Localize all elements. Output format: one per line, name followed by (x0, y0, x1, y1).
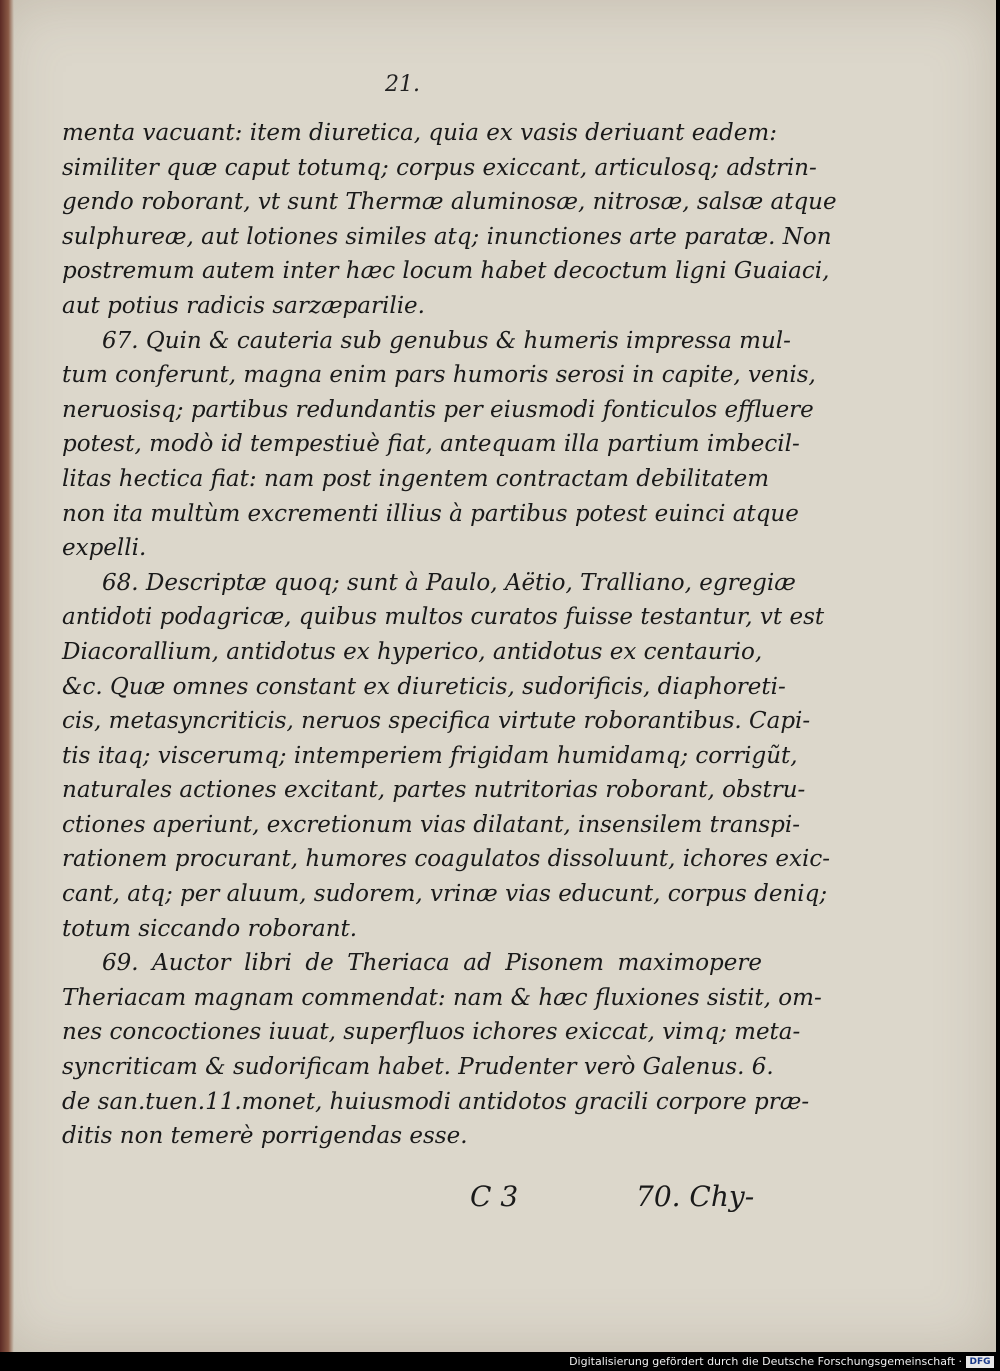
text-line: sulphureæ, aut lotiones similes atq; inunctiones arte paratæ. Non (62, 223, 832, 250)
credit-bar (0, 1352, 1000, 1371)
text-line: potest, modò id tempestiuè fiat, antequam illa partium imbecil- (62, 431, 800, 458)
text-line: menta vacuant: item diuretica, quia ex vasis deriuant eadem: (62, 120, 777, 146)
text-line: postremum autem inter hæc locum habet decoctum ligni Guaiaci, (62, 258, 830, 285)
text-line: totum siccando roborant. (62, 915, 358, 942)
page-number: 21. (385, 72, 420, 97)
signature-mark: C 3 (470, 1180, 519, 1213)
text-line: tum conferunt, magna enim pars humoris serosi in capite, venis, (62, 362, 816, 389)
text-line: similiter quæ caput totumq; corpus exiccant, articulosq; adstrin- (62, 154, 817, 181)
text-line: neruosisq; partibus redundantis per eiusmodi fonticulos effluere (62, 396, 814, 423)
page-text (62, 116, 837, 1154)
text-line: nes concoctiones iuuat, superfluos ichores exiccat, vimq; meta- (62, 1019, 801, 1046)
text-line: 67. Quin & cauteria sub genubus & humeris impressa mul- (102, 327, 791, 354)
text-line: de san.tuen.11.monet, huiusmodi antidotos gracili corpore præ- (62, 1088, 810, 1115)
text-line: tis itaq; viscerumq; intemperiem frigidam humidamq; corrigũt, (62, 742, 798, 769)
text-line: 68. Descriptæ quoq; sunt à Paulo, Aëtio, Tralliano, egregiæ (102, 569, 796, 596)
page-binding-edge (0, 0, 14, 1352)
text-line: aut potius radicis sarzæparilie. (62, 292, 425, 319)
text-line: Theriacam magnam commendat: nam & hæc fluxiones sistit, om- (62, 984, 822, 1011)
dfg-logo-icon: DFG (966, 1356, 994, 1368)
credit-text: Digitalisierung gefördert durch die Deutsche Forschungsgemeinschaft · (569, 1355, 962, 1368)
text-line: 69. Auctor libri de Theriaca ad Pisonem maximopere (102, 950, 762, 977)
text-line: antidoti podagricæ, quibus multos curatos fuisse testantur, vt est (62, 604, 825, 631)
text-line: non ita multùm excrementi illius à partibus potest euinci atque (62, 500, 799, 527)
text-line: naturales actiones excitant, partes nutritorias roborant, obstru- (62, 777, 806, 804)
text-line: ditis non temerè porrigendas esse. (62, 1123, 468, 1150)
text-line: ctiones aperiunt, excretionum vias dilatant, insensilem transpi- (62, 811, 801, 838)
text-line: litas hectica fiat: nam post ingentem contractam debilitatem (62, 465, 770, 492)
catchword: 70. Chy- (636, 1180, 755, 1213)
text-line: gendo roborant, vt sunt Thermæ aluminosæ, nitrosæ, salsæ atque (62, 189, 837, 216)
text-line: rationem procurant, humores coagulatos dissoluunt, ichores exic- (62, 846, 830, 873)
text-line: cant, atq; per aluum, sudorem, vrinæ vias educunt, corpus deniq; (62, 881, 828, 908)
text-line: Diacorallium, antidotus ex hyperico, antidotus ex centaurio, (62, 638, 763, 665)
text-line: cis, metasyncriticis, neruos specifica virtute roborantibus. Capi- (62, 708, 811, 735)
text-line: &c. Quæ omnes constant ex diureticis, sudorificis, diaphoreti- (62, 673, 786, 700)
text-line: syncriticam & sudorificam habet. Prudenter verò Galenus. 6. (62, 1054, 774, 1081)
text-line: expelli. (62, 535, 147, 562)
